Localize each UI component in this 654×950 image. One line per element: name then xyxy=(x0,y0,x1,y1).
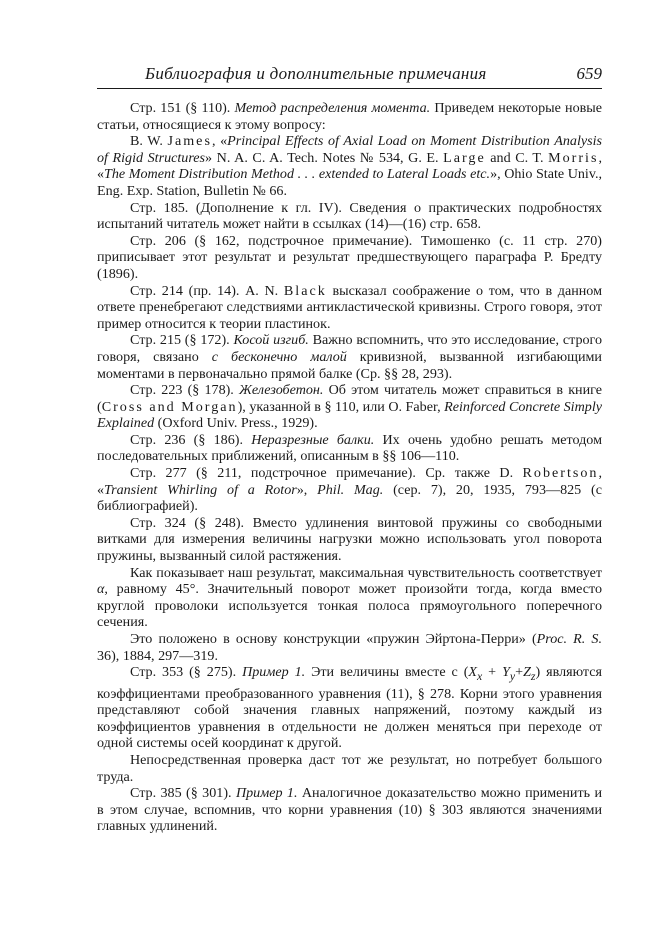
formula-sub: y xyxy=(509,670,516,683)
paragraph-p206 xyxy=(97,233,602,283)
text-run: Стр. 185. (Дополнение к гл. IV). Сведения о практических подробностях испытаний читатель может найти в ссылках (14)—(16) стр. 658. xyxy=(97,199,602,233)
paragraph-p151 xyxy=(97,100,602,133)
paragraph-p236 xyxy=(97,432,602,465)
text-run: (Oxford Univ. Press., 1929). xyxy=(154,415,318,432)
paragraph-p223 xyxy=(97,382,602,432)
page-number: 659 xyxy=(576,64,602,83)
text-run: , « xyxy=(211,133,228,150)
formula-var: Y xyxy=(502,664,510,681)
paragraph-ayrton-perry xyxy=(97,631,602,664)
formula-var: X xyxy=(468,664,478,681)
author-name: Cross and Morgan xyxy=(101,398,238,415)
text-run: » N. A. C. A. Tech. Notes № 534, G. E. xyxy=(205,149,444,166)
italic-run: с бесконечно малой xyxy=(211,348,347,365)
author-name: James xyxy=(167,133,212,150)
text-run: Стр. 236 (§ 186). xyxy=(130,431,252,448)
italic-run: Неразрезные балки. xyxy=(251,431,375,448)
paragraph-verification xyxy=(97,752,602,785)
italic-run: Principal Effects of Axial Load on Moment Distribution Analysis of Rigid Structures xyxy=(97,133,602,166)
paragraph-references xyxy=(97,133,602,199)
text-run: , равному 45°. Значительный поворот может произойти тогда, когда вместо круглой проволоки используется тонкая полоса прямоугольного поперечного сечения. xyxy=(97,581,602,631)
text-run: Эти величины вместе с ( xyxy=(305,664,469,681)
text-run: , « xyxy=(97,149,602,183)
text-run: Непосредственная проверка даст тот же результат, но потребует большого труда. xyxy=(97,751,602,785)
author-name: Robertson xyxy=(522,465,599,482)
text-run: , « xyxy=(97,465,602,498)
text-run: 36), 1884, 297—319. xyxy=(97,647,218,664)
text-run: B. W. xyxy=(130,133,168,150)
text-run: Стр. 215 (§ 172). xyxy=(130,332,234,349)
text-run: ) являются коэффициентами преобразованного уравнения (11), § 278. Корни этого уравнения представляют собой значения главных напряжений, поэтому каждый из коэффициентов уравнения в отдельности не должен меняться при переходе от одной системы осей координат к другой. xyxy=(97,664,603,752)
italic-run: Метод распределения момента. xyxy=(234,100,431,116)
text-run: Как показывает наш результат, максимальная чувствительность соответствует xyxy=(130,564,602,581)
text-run: Стр. 277 (§ 211, подстрочное примечание). Ср. также D. xyxy=(130,465,523,482)
text-run: Стр. 324 (§ 248). Вместо удлинения винтовой пружины со свободными витками для измерения величины нагрузки можно использовать угол поворота пружины, вызванный силой растяжения. xyxy=(97,514,602,565)
text-run: », Ohio State Univ., Eng. Exp. Station, Bulletin № 66. xyxy=(97,166,603,199)
italic-run: Transient Whirling of a Rotor xyxy=(104,481,297,498)
text-run: Об этом читатель может справиться в книге ( xyxy=(97,382,602,415)
italic-run: Железобетон. xyxy=(239,382,324,399)
text-run: Это положено в основу конструкции «пружин Эйртона-Перри» ( xyxy=(130,631,537,647)
text-run: Стр. 223 (§ 178). xyxy=(130,382,239,399)
text-run: ), указанной в § 110, или O. Faber, xyxy=(237,398,445,415)
text-run: (сер. 7), 20, 1935, 793—825 (с библиографией). xyxy=(97,481,602,515)
formula-var: Z xyxy=(523,664,531,681)
formula-sub: z xyxy=(530,670,536,683)
text-run: Аналогичное доказательство можно применить и в этом случае, вспомнив, что корни уравнения (10) § 303 являются значениями главных удлинений. xyxy=(97,785,602,835)
italic-run: Пример 1. xyxy=(235,785,298,802)
text-run: кривизной, вызванной изгибающими моментами в первоначально прямой балке (Ср. §§ 28, 293). xyxy=(97,348,602,382)
author-name: Morris xyxy=(548,149,599,166)
italic-run: Reinforced Concrete Simply Explained xyxy=(97,398,602,432)
text-run: Стр. 151 (§ 110). xyxy=(130,100,235,116)
paragraph-p214 xyxy=(97,283,602,333)
italic-run: Косой изгиб. xyxy=(233,332,309,349)
body-text xyxy=(97,100,602,835)
author-name: Black xyxy=(283,282,327,299)
author-name: Large xyxy=(443,149,486,166)
formula-op: + xyxy=(515,664,524,681)
text-run: Стр. 214 (пр. 14). A. N. xyxy=(130,282,284,299)
paragraph-p185 xyxy=(97,200,602,233)
text-run: Их очень удобно решать методом последовательных приближений, описанным в §§ 106—110. xyxy=(97,431,602,465)
italic-run: Пример 1. xyxy=(242,664,306,681)
paragraph-p385 xyxy=(97,785,602,835)
running-header xyxy=(97,62,602,89)
formula-op: + xyxy=(482,664,503,681)
paragraph-p277 xyxy=(97,465,602,515)
italic-run: The Moment Distribution Method . . . extended to Lateral Loads etc. xyxy=(104,166,491,183)
italic-run: Phil. Mag. xyxy=(317,481,384,498)
text-run: », xyxy=(296,481,318,498)
text-run: высказал соображение о том, что в данном ответе пренебрегают следствиями антикластической кривизны. Строго говоря, этот пример относится к теории пластинок. xyxy=(97,282,602,332)
italic-run: Proc. R. S. xyxy=(536,631,602,647)
paragraph-p353 xyxy=(97,664,602,752)
paragraph-p215 xyxy=(97,332,602,382)
formula-sub: x xyxy=(477,670,483,683)
header-title: Библиография и дополнительные примечания xyxy=(145,64,487,83)
text-run: Стр. 206 (§ 162, подстрочное примечание). Тимошенко (с. 11 стр. 270) приписывает этот результат и результат предшествующего параграфа Р. Бредту (1896). xyxy=(97,232,602,282)
text-run: and C. T. xyxy=(485,149,549,166)
paragraph-sensitivity xyxy=(97,565,602,631)
alpha-symbol: α xyxy=(97,581,105,598)
paragraph-p324 xyxy=(97,515,602,565)
text-run: Стр. 353 (§ 275). xyxy=(130,664,243,681)
text-run: Приведем некоторые новые статьи, относящиеся к этому вопросу: xyxy=(97,100,603,133)
text-run: Важно вспомнить, что это исследование, строго говоря, связано xyxy=(97,332,603,365)
text-run: Стр. 385 (§ 301). xyxy=(130,785,236,802)
